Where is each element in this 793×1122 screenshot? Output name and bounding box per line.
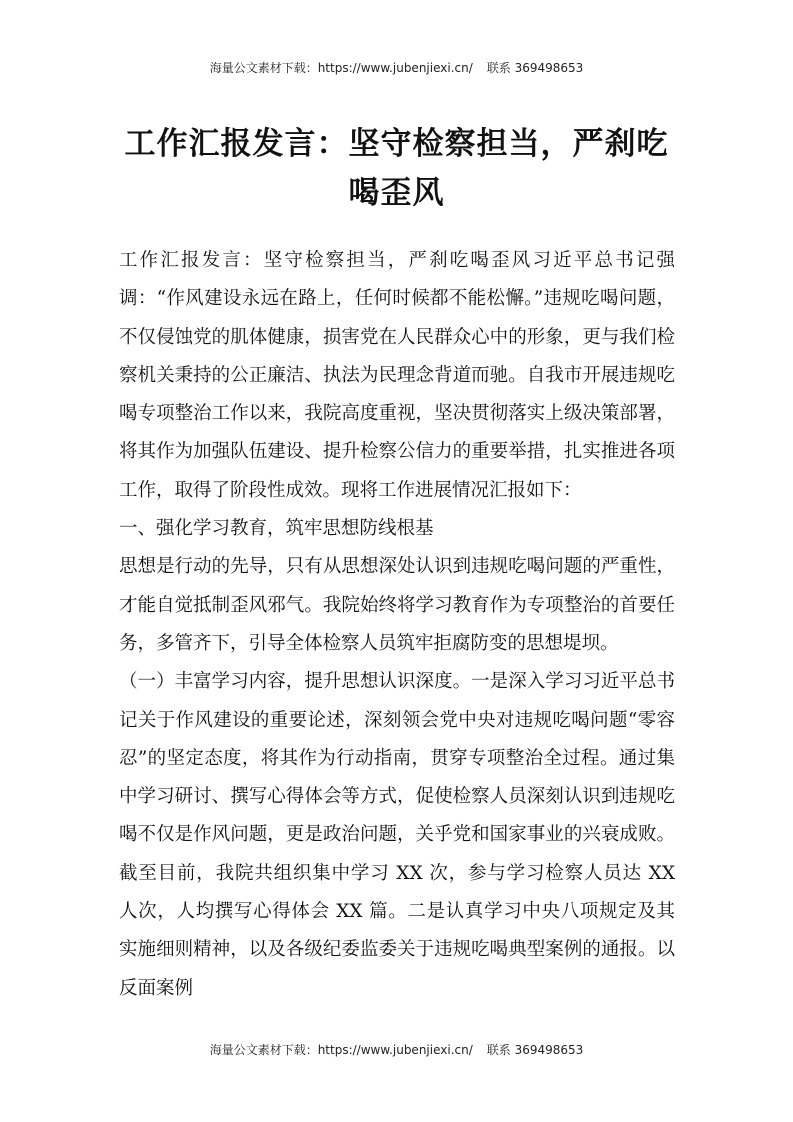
document-title: 工作汇报发言：坚守检察担当，严刹吃喝歪风 xyxy=(124,126,669,211)
page-footer xyxy=(0,1041,793,1058)
document-body xyxy=(119,242,675,1008)
body-paragraph-subsection-1: （一）丰富学习内容，提升思想认识深度。一是深入学习习近平总书记关于作风建设的重要论述，深刻领会党中央对违规吃喝问题“零容忍”的坚定态度，将其作为行动指南，贯穿专项整治全过程。通过集中学习研讨、撰写心得体会等方式，促使检察人员深刻认识到违规吃喝不仅是作风问题，更是政治问题，关乎党和国家事业的兴衰成败。截至目前，我院共组织集中学习 XX 次，参与学习检察人员达 XX 人次，人均撰写心得体会 XX 篇。二是认真学习中央八项规定及其实施细则精神，以及各级纪委监委关于违规吃喝典型案例的通报。以反面案例 xyxy=(119,671,675,999)
header-contact-text: 联系 369498653 xyxy=(486,61,584,75)
header-download-text: 海量公文素材下载：https://www.jubenjiexi.cn/ xyxy=(209,61,473,75)
section-heading-1: 一、强化学习教育，筑牢思想防线根基 xyxy=(119,518,434,540)
page-header xyxy=(0,59,793,76)
footer-contact-text: 联系 369498653 xyxy=(486,1043,584,1057)
body-paragraph-intro: 工作汇报发言：坚守检察担当，严刹吃喝歪风习近平总书记强调：“作风建设永远在路上，任何时候都不能松懈。”违规吃喝问题，不仅侵蚀党的肌体健康，损害党在人民群众心中的形象，更与我们检察机关秉持的公正廉洁、执法为民理念背道而驰。自我市开展违规吃喝专项整治工作以来，我院高度重视，坚决贯彻落实上级决策部署，将其作为加强队伍建设、提升检察公信力的重要举措，扎实推进各项工作，取得了阶段性成效。现将工作进展情况汇报如下： xyxy=(119,250,675,501)
body-paragraph-section-1: 思想是行动的先导，只有从思想深处认识到违规吃喝问题的严重性，才能自觉抵制歪风邪气。我院始终将学习教育作为专项整治的首要任务，多管齐下，引导全体检察人员筑牢拒腐防变的思想堤坝。 xyxy=(119,556,675,654)
footer-download-text: 海量公文素材下载：https://www.jubenjiexi.cn/ xyxy=(209,1043,473,1057)
